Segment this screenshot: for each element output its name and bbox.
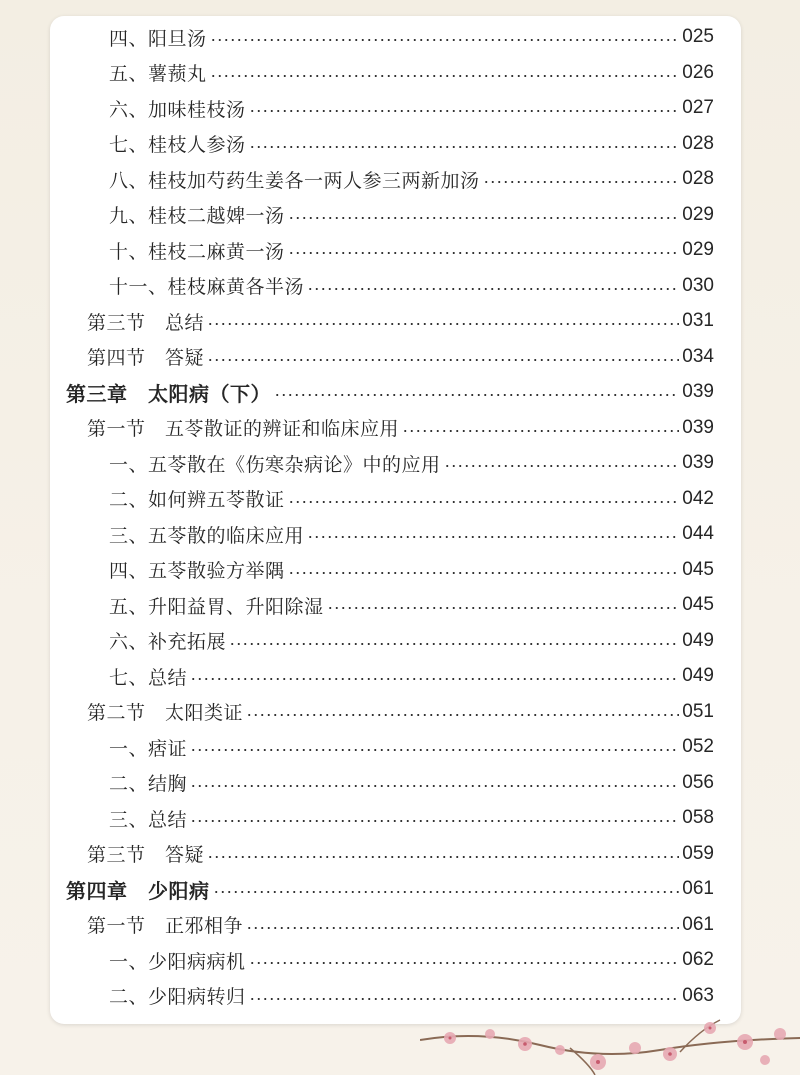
dot-leader	[327, 607, 680, 609]
plum-blossom-decoration	[420, 1010, 800, 1075]
toc-entry-page: 042	[682, 487, 714, 509]
toc-entry	[109, 129, 714, 159]
toc-entry-title: 一、少阳病病机	[109, 950, 246, 973]
toc-entry	[87, 910, 714, 940]
toc-entry	[109, 484, 714, 514]
toc-entry-page: 059	[682, 842, 714, 864]
dot-leader	[307, 288, 679, 290]
dot-leader	[210, 39, 680, 41]
toc-entry-title: 第三节 答疑	[87, 844, 205, 866]
toc-entry	[109, 200, 714, 230]
toc-entry-page: 061	[682, 913, 714, 935]
toc-entry	[66, 874, 714, 904]
toc-entry	[87, 839, 714, 869]
toc-entry-page: 056	[682, 771, 714, 793]
dot-leader	[249, 146, 680, 148]
toc-entry-title: 第四节 答疑	[87, 347, 205, 369]
toc-entry-page: 039	[682, 381, 714, 402]
toc-entry-page: 031	[682, 310, 714, 331]
toc-entry	[109, 803, 714, 833]
toc-entry-title: 第一节 五苓散证的辨证和临床应用	[87, 418, 400, 440]
toc-entry-title: 第三节 总结	[87, 311, 205, 334]
toc-entry-page: 029	[682, 203, 714, 225]
dot-leader	[288, 217, 680, 219]
toc-entry-title: 八、桂枝加芍药生姜各一两人参三两新加汤	[109, 169, 480, 192]
toc-entry-title: 六、加味桂枝汤	[109, 98, 246, 121]
dot-leader	[483, 181, 680, 183]
toc-entry	[109, 590, 714, 620]
toc-entry-page: 044	[682, 523, 714, 544]
toc-entry-title: 二、如何辨五苓散证	[109, 489, 285, 511]
dot-leader	[207, 359, 679, 361]
toc-entry	[109, 235, 714, 265]
dot-leader	[402, 430, 679, 432]
dot-leader	[274, 394, 679, 396]
toc-entry-title: 第四章 少阳病	[66, 878, 210, 903]
toc-entry-title: 二、结胸	[109, 773, 188, 795]
toc-entry-title: 五、升阳益胃、升阳除湿	[109, 595, 324, 618]
toc-entry	[109, 626, 714, 656]
toc-entry-page: 029	[682, 239, 714, 260]
toc-entry	[109, 555, 714, 585]
toc-entry-page: 045	[682, 594, 714, 615]
toc-entry	[109, 661, 714, 691]
dot-leader	[229, 643, 679, 645]
toc-entry-page: 039	[682, 452, 714, 473]
toc-entry	[87, 342, 714, 372]
toc-entry	[109, 22, 714, 52]
toc-entry-page: 028	[682, 168, 714, 189]
toc-entry-title: 十、桂枝二麻黄一汤	[109, 240, 285, 263]
toc-entry-page: 045	[682, 558, 714, 580]
toc-entry-title: 二、少阳病转归	[109, 986, 246, 1008]
toc-entry	[109, 164, 714, 194]
toc-entry-title: 第一节 正邪相争	[87, 915, 244, 937]
toc-entry	[109, 945, 714, 975]
toc-entry-page: 063	[682, 984, 714, 1006]
toc-entry-page: 028	[682, 132, 714, 154]
toc-entry	[87, 306, 714, 336]
toc-entry-title: 九、桂枝二越婢一汤	[109, 205, 285, 227]
dot-leader	[307, 536, 679, 538]
toc-entry-page: 026	[682, 61, 714, 83]
toc-entry-page: 034	[682, 345, 714, 367]
toc-entry	[109, 519, 714, 549]
toc-entry-page: 049	[682, 665, 714, 686]
dot-leader	[190, 749, 679, 751]
dot-leader	[249, 962, 680, 964]
toc-entry-title: 三、五苓散的临床应用	[109, 524, 305, 547]
dot-leader	[288, 572, 680, 574]
toc-entry	[109, 93, 714, 123]
dot-leader	[288, 252, 680, 254]
toc-entry-page: 025	[682, 26, 714, 47]
dot-leader	[210, 75, 680, 77]
toc-entry-page: 027	[682, 97, 714, 118]
dot-leader	[207, 856, 679, 858]
dot-leader	[246, 927, 679, 929]
toc-entry-title: 七、总结	[109, 666, 188, 689]
toc-card	[50, 16, 741, 1024]
toc-entry-title: 一、痞证	[109, 737, 188, 760]
toc-entry-title: 第三章 太阳病（下）	[66, 381, 271, 406]
toc-entry	[87, 697, 714, 727]
toc-entry-title: 一、五苓散在《伤寒杂病论》中的应用	[109, 453, 441, 476]
toc-entry-title: 十一、桂枝麻黄各半汤	[109, 276, 305, 298]
toc-entry-title: 五、薯蓣丸	[109, 63, 207, 85]
dot-leader	[249, 110, 680, 112]
toc-entry	[109, 271, 714, 301]
toc-entry-page: 049	[682, 629, 714, 651]
toc-entry-page: 051	[682, 700, 714, 722]
toc-entry	[109, 732, 714, 762]
toc-entry	[109, 448, 714, 478]
toc-entry-title: 三、总结	[109, 808, 188, 831]
toc-entry-page: 030	[682, 274, 714, 296]
toc-entry-page: 058	[682, 807, 714, 828]
dot-leader	[207, 323, 679, 325]
toc-entry	[66, 377, 714, 407]
toc-entry-title: 六、补充拓展	[109, 631, 227, 653]
dot-leader	[190, 678, 679, 680]
toc-entry	[109, 981, 714, 1011]
toc-entry-title: 四、五苓散验方举隅	[109, 560, 285, 582]
toc-entry	[87, 413, 714, 443]
dot-leader	[213, 891, 680, 893]
dot-leader	[246, 714, 679, 716]
toc-entry-page: 061	[682, 878, 714, 899]
toc-entry-page: 052	[682, 736, 714, 757]
toc-entry-title: 第二节 太阳类证	[87, 702, 244, 724]
toc-entry-title: 四、阳旦汤	[109, 27, 207, 50]
toc-entry-page: 062	[682, 949, 714, 970]
toc-entry	[109, 768, 714, 798]
toc-entry-title: 七、桂枝人参汤	[109, 134, 246, 156]
dot-leader	[249, 998, 680, 1000]
toc-entry	[109, 58, 714, 88]
dot-leader	[444, 465, 680, 467]
dot-leader	[190, 820, 679, 822]
toc-entry-page: 039	[682, 416, 714, 438]
dot-leader	[288, 501, 680, 503]
dot-leader	[190, 785, 679, 787]
